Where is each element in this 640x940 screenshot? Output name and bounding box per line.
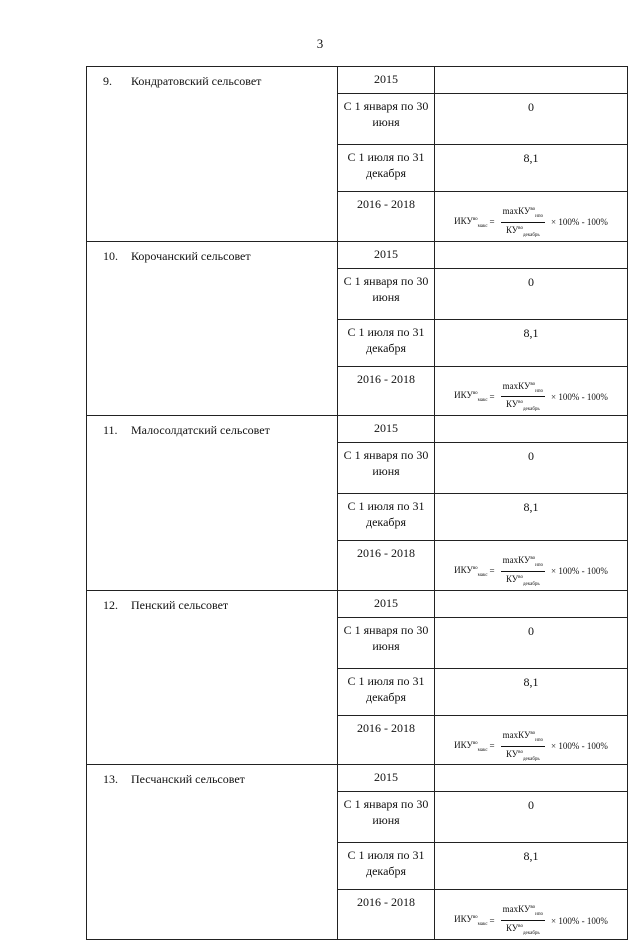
period-jul-dec: С 1 июля по 31 декабря [338,843,435,890]
period-jan-jun: С 1 января по 30 июня [338,268,435,319]
value-2015 [435,67,628,94]
settlement-name: Кондратовский сельсовет [131,74,262,88]
period-2016-2018: 2016 - 2018 [338,366,435,416]
row-number: 11. [103,423,118,438]
formula: $ИКУ^{во}_{макс}$ = $\frac{\max КУ^{во}_{ипо}}{КУ^{во}_{декабрь}}$ × 100% - 100% [454,904,608,936]
period-jul-dec: С 1 июля по 31 декабря [338,668,435,715]
value-jan-jun: 0 [435,617,628,668]
period-jan-jun: С 1 января по 30 июня [338,94,435,145]
row-number: 9. [103,74,112,88]
table-row [87,765,628,792]
period-2015: 2015 [338,765,435,792]
row-number: 10. [103,248,118,263]
settlement-cell [87,416,338,591]
settlement-name: Корочанский сельсовет [131,248,251,263]
period-jul-dec: С 1 июля по 31 декабря [338,319,435,366]
formula: $ИКУ^{во}_{макс}$ = $\frac{\max КУ^{во}_{ипо}}{КУ^{во}_{декабрь}}$ × 100% - 100% [454,206,608,238]
settlement-cell [87,765,338,940]
value-2016-2018 [435,366,628,416]
period-2015: 2015 [338,241,435,268]
period-jan-jun: С 1 января по 30 июня [338,617,435,668]
formula: $ИКУ^{во}_{макс}$ = $\frac{\max КУ^{во}_{ипо}}{КУ^{во}_{декабрь}}$ × 100% - 100% [454,555,608,587]
period-2015: 2015 [338,590,435,617]
settlement-name: Песчанский сельсовет [131,772,245,787]
period-2016-2018: 2016 - 2018 [338,541,435,591]
value-2015 [435,241,628,268]
tariff-table [86,66,628,940]
period-jan-jun: С 1 января по 30 июня [338,443,435,494]
value-jul-dec: 8,1 [435,319,628,366]
period-2016-2018: 2016 - 2018 [338,192,435,242]
settlement-name: Пенский сельсовет [131,597,229,612]
settlement-cell [87,67,338,242]
table-row [87,241,628,268]
period-2015: 2015 [338,67,435,94]
period-2016-2018: 2016 - 2018 [338,715,435,765]
formula: $ИКУ^{во}_{макс}$ = $\frac{\max КУ^{во}_{ипо}}{КУ^{во}_{декабрь}}$ × 100% - 100% [454,729,608,762]
formula: $ИКУ^{во}_{макс}$ = $\frac{\max КУ^{во}_{ипо}}{КУ^{во}_{декабрь}}$ × 100% - 100% [454,380,608,413]
value-jan-jun: 0 [435,792,628,843]
value-2015 [435,416,628,443]
value-jul-dec: 8,1 [435,494,628,541]
page-number: 3 [316,36,324,51]
value-jan-jun: 0 [435,443,628,494]
value-jul-dec: 8,1 [435,843,628,890]
row-number: 12. [103,597,118,612]
value-2016-2018 [435,890,628,940]
period-jan-jun: С 1 января по 30 июня [338,792,435,843]
table-row [87,590,628,617]
period-2015: 2015 [338,416,435,443]
value-jul-dec: 8,1 [435,145,628,192]
settlement-cell [87,241,338,416]
value-2015 [435,765,628,792]
table-row [87,67,628,94]
settlement-name: Малосолдатский сельсовет [131,423,270,438]
value-2016-2018 [435,715,628,765]
value-2016-2018 [435,541,628,591]
value-jan-jun: 0 [435,268,628,319]
value-jan-jun: 0 [435,94,628,145]
period-2016-2018: 2016 - 2018 [338,890,435,940]
row-number: 13. [103,772,118,787]
table-row [87,416,628,443]
value-2015 [435,590,628,617]
value-jul-dec: 8,1 [435,668,628,715]
value-2016-2018 [435,192,628,242]
settlement-cell [87,590,338,765]
period-jul-dec: С 1 июля по 31 декабря [338,494,435,541]
period-jul-dec: С 1 июля по 31 декабря [338,145,435,192]
